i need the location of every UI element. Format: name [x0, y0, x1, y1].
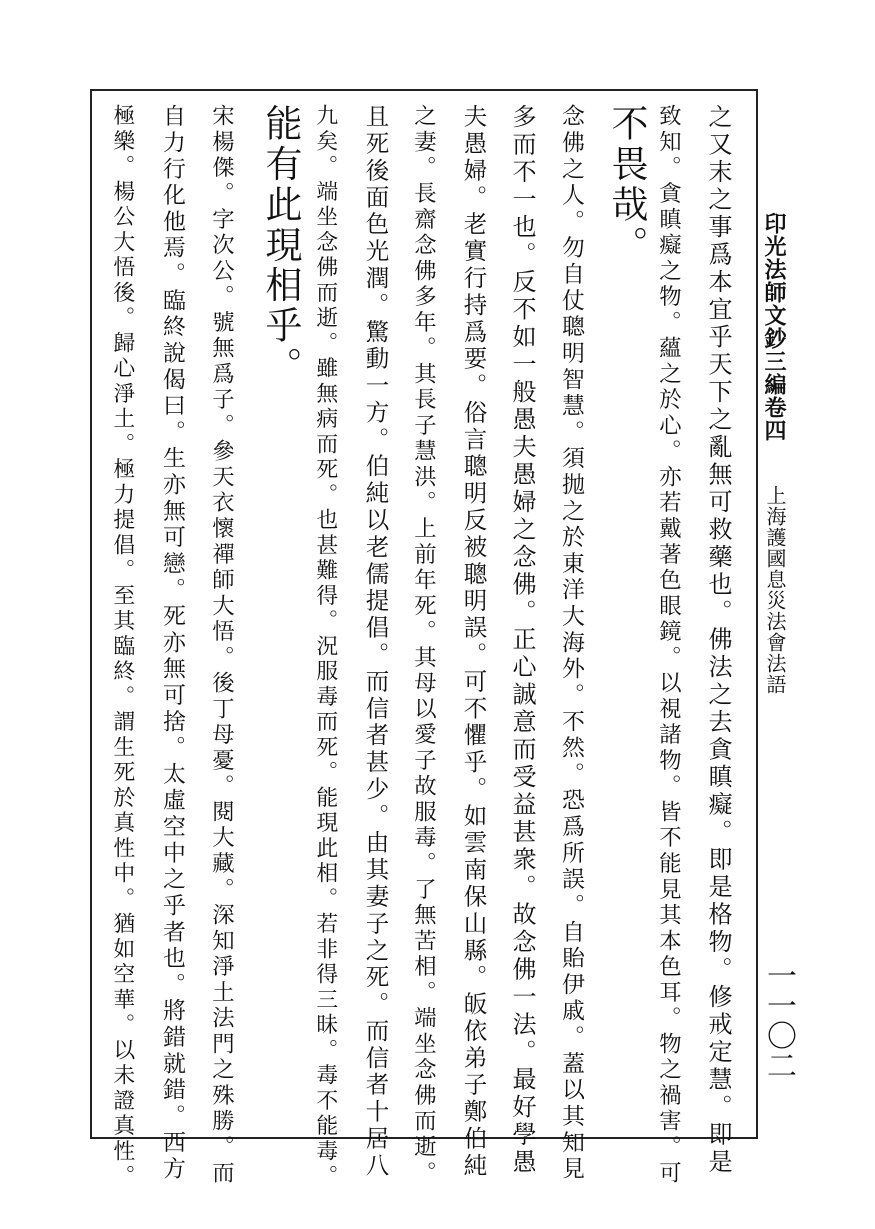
frame-top-rule [90, 89, 758, 91]
text-column-9: 九矣。端坐念佛而逝。雖無病而死。也甚難得。況服毒而死。能現此相。若非得三昧。毒不能毒。 [312, 104, 338, 1190]
frame-right-rule [756, 89, 758, 1139]
page-number: 一一〇二 [761, 960, 796, 1080]
text-column-6: 夫愚婦。老實行持爲要。俗言聰明反被聰明誤。可不懼乎。如雲南保山縣。皈依弟子鄭伯純 [459, 104, 488, 1180]
section-source: 上海護國息災法會法語 [763, 485, 787, 695]
book-title: 印光法師文鈔三編卷四 [761, 212, 787, 442]
text-column-4: 念佛之人。勿自仗聰明智慧。須抛之於東洋大海外。不然。恐爲所誤。自貽伊戚。蓋以其知見 [557, 104, 584, 1183]
text-column-3: 不畏哉。 [605, 104, 648, 266]
text-column-10: 能有此現相乎。 [259, 104, 302, 387]
text-column-8: 且死後面色光潤。驚動一方。伯純以老儒提倡。而信者甚少。由其妻子之死。而信者十居八 [361, 104, 390, 1180]
text-column-1: 之又末之事爲本宜乎天下之亂無可救藥也。佛法之去貪瞋癡。即是格物。修戒定慧。即是 [704, 104, 733, 1177]
text-column-13: 極樂。楊公大悟後。歸心淨土。極力提倡。至其臨終。謂生死於真性中。猶如空華。以未證真性。 [109, 104, 135, 1190]
text-column-7: 之妻。長齋念佛多年。其長子慧洪。上前年死。其母以愛子故服毒。了無苦相。端坐念佛而逝。 [410, 104, 437, 1187]
frame-left-rule [90, 89, 92, 1139]
text-column-5: 多而不一也。反不如一般愚夫愚婦之念佛。正心誠意而受益甚衆。故念佛一法。最好學愚 [508, 104, 537, 1177]
text-column-11: 宋楊傑。字次公。號無爲子。參天衣懷禪師大悟。後丁母憂。閱大藏。深知淨土法門之殊勝。而 [208, 104, 235, 1187]
text-column-2: 致知。貪瞋癡之物。蘊之於心。亦若戴著色眼鏡。以視諸物。皆不能見其本色耳。物之禍害。可 [655, 104, 682, 1187]
text-column-12: 自力行化他焉。臨終說偈曰。生亦無可戀。死亦無可捨。太虛空中之乎者也。將錯就錯。西方 [158, 104, 185, 1183]
